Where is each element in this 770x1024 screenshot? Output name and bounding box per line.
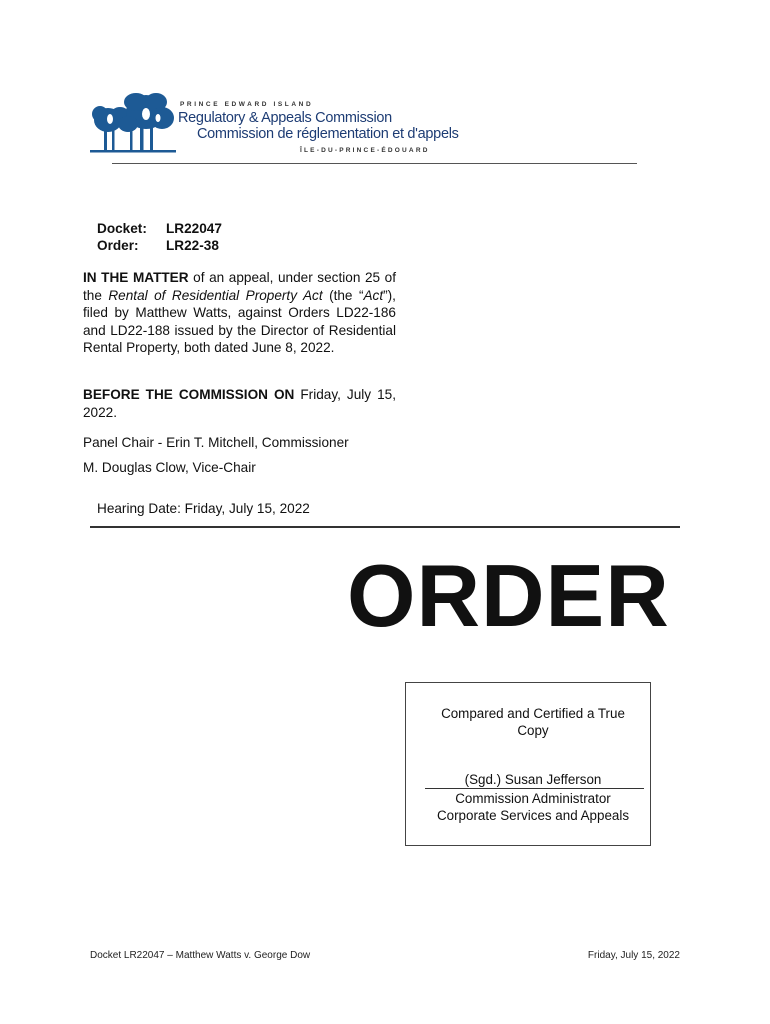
certify-line-2: Copy [517,723,549,738]
certify-line-1: Compared and Certified a True [441,706,625,721]
signer-role: Commission Administrator [455,791,611,806]
before-text: Friday, July 15, 2022. [83,387,397,420]
section-divider [90,526,680,528]
certification-box [405,682,651,846]
before-lead: BEFORE THE COMMISSION ON [83,387,295,402]
signature: (Sgd.) Susan Jefferson [464,772,602,787]
letterhead-divider [112,163,637,164]
matter-text-2: (the “ [322,287,364,303]
signer-department: Corporate Services and Appeals [436,808,630,823]
document-title: ORDER [347,546,670,645]
docket-label: Docket: [97,221,147,236]
act-name: Rental of Residential Property Act [108,287,323,303]
footer-left: Docket LR22047 – Matthew Watts v. George Dow [90,950,311,961]
order-value: LR22-38 [166,238,219,253]
before-paragraph [83,386,396,421]
matter-text-3: ”), filed by Matthew Watts, against Orders LD22-186 and LD22-188 issued by the Director of Residential Rental Property, both dated June 8, 2022. [83,287,396,355]
panel-member: M. Douglas Clow, Vice-Chair [83,460,256,475]
letterhead-province-fr: ÎLE-DU-PRINCE-ÉDOUARD [300,147,430,154]
letterhead-province: PRINCE EDWARD ISLAND [180,101,314,108]
order-label: Order: [97,238,139,253]
matter-paragraph [83,269,396,357]
docket-value: LR22047 [166,221,222,236]
footer-right: Friday, July 15, 2022 [587,950,680,961]
letterhead-name-fr: Commission de réglementation et d'appels [197,126,459,142]
matter-text-1: of an appeal, under section 25 of the [83,270,396,303]
letterhead-name-en: Regulatory & Appeals Commission [178,110,392,126]
hearing-date: Hearing Date: Friday, July 15, 2022 [97,501,310,516]
signature-line [425,788,644,789]
matter-lead: IN THE MATTER [83,270,189,285]
trees-logo-icon [90,92,176,154]
act-short: Act [363,287,384,303]
panel-chair: Panel Chair - Erin T. Mitchell, Commissioner [83,435,349,450]
